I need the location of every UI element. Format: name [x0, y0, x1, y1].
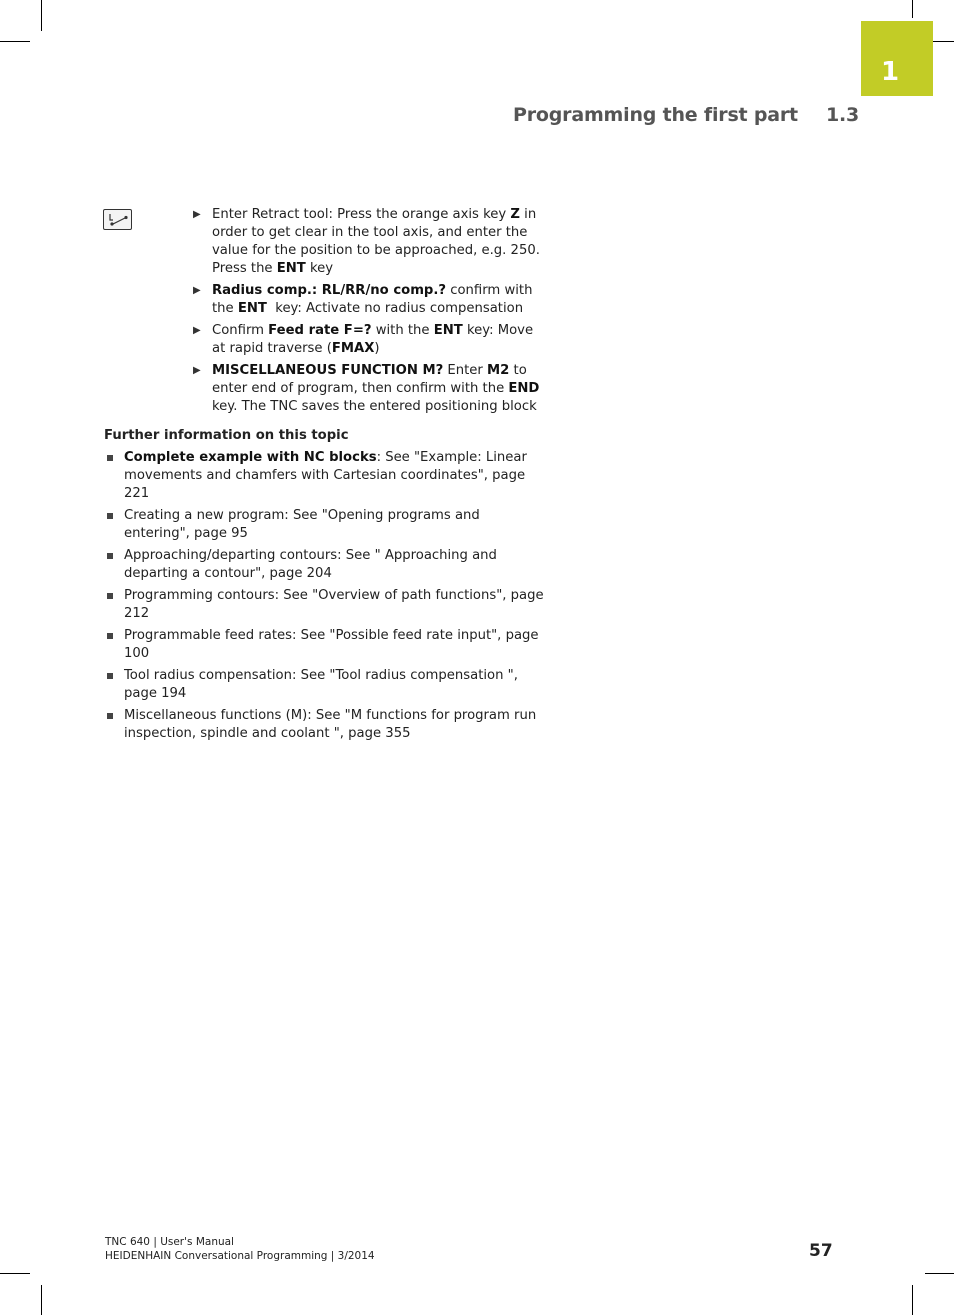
- square-bullet-icon: [107, 455, 113, 461]
- running-header: [513, 104, 859, 126]
- crop-mark: [0, 41, 30, 42]
- square-bullet-icon: [107, 553, 113, 559]
- step-item: ▶ Confirm Feed rate F=? with the ENT key: Move at rapid traverse (FMAX): [193, 323, 534, 356]
- header-section: 1.3: [825, 104, 859, 126]
- square-bullet-icon: [107, 713, 113, 719]
- step-list: [193, 206, 543, 420]
- reference-item: Programmable feed rates: See "Possible feed rate input", page 100: [104, 627, 544, 663]
- further-info-heading: Further information on this topic: [104, 428, 349, 443]
- square-bullet-icon: [107, 673, 113, 679]
- key-label: END: [508, 381, 540, 396]
- triangle-right-icon: ▶: [193, 365, 201, 376]
- key-label: ENT: [237, 301, 267, 316]
- step-item: ▶ Radius comp.: RL/RR/no comp.? confirm with the ENT key: Activate no radius compensation: [193, 283, 533, 316]
- key-label: ENT: [433, 323, 463, 338]
- chapter-number: 1: [881, 57, 900, 87]
- reference-item: Complete example with NC blocks: See "Example: Linear movements and chamfers with Cartesian coordinates", page 221: [104, 449, 544, 503]
- dialog-prompt: MISCELLANEOUS FUNCTION M?: [212, 363, 444, 378]
- reference-item: Tool radius compensation: See "Tool radius compensation ", page 194: [104, 667, 544, 703]
- square-bullet-icon: [107, 633, 113, 639]
- further-information: [104, 427, 544, 747]
- triangle-right-icon: ▶: [193, 209, 201, 220]
- reference-item: Creating a new program: See "Opening programs and entering", page 95: [104, 507, 544, 543]
- triangle-right-icon: ▶: [193, 325, 201, 336]
- crop-mark: [912, 1285, 913, 1315]
- reference-item: Programming contours: See "Overview of path functions", page 212: [104, 587, 544, 623]
- crop-mark: [925, 1273, 954, 1274]
- step-item: ▶ MISCELLANEOUS FUNCTION M? Enter M2 to enter end of program, then confirm with the END key. The TNC saves the entered positioning block: [193, 363, 540, 414]
- retract-tool-key-icon: [103, 209, 132, 230]
- crop-mark: [912, 0, 913, 18]
- triangle-right-icon: ▶: [193, 285, 201, 296]
- line-path-icon: [104, 210, 131, 229]
- dialog-prompt: Feed rate F=?: [268, 323, 372, 338]
- crop-mark: [41, 0, 42, 31]
- reference-item: Approaching/departing contours: See " Approaching and departing a contour", page 204: [104, 547, 544, 583]
- footer-subtitle: HEIDENHAIN Conversational Programming | 3/2014: [105, 1250, 375, 1262]
- key-label: FMAX: [331, 341, 375, 356]
- crop-mark: [41, 1285, 42, 1315]
- key-label: M2: [487, 363, 510, 378]
- key-label: Z: [510, 207, 520, 222]
- page-number: 57: [809, 1241, 833, 1261]
- page-footer: [105, 1235, 375, 1263]
- step-item: ▶ Enter Retract tool: Press the orange axis key Z in order to get clear in the tool axis, and enter the value for the position to be approached, e.g. 250. Press the ENT key: [193, 207, 540, 276]
- key-label: ENT: [276, 261, 306, 276]
- square-bullet-icon: [107, 513, 113, 519]
- footer-manual-title: TNC 640 | User's Manual: [105, 1236, 234, 1248]
- reference-item: Miscellaneous functions (M): See "M functions for program run inspection, spindle and coolant ", page 355: [104, 707, 544, 743]
- dialog-prompt: Radius comp.: RL/RR/no comp.?: [212, 283, 447, 298]
- chapter-tab: [861, 21, 933, 96]
- header-title: Programming the first part: [513, 104, 798, 126]
- square-bullet-icon: [107, 593, 113, 599]
- crop-mark: [0, 1273, 30, 1274]
